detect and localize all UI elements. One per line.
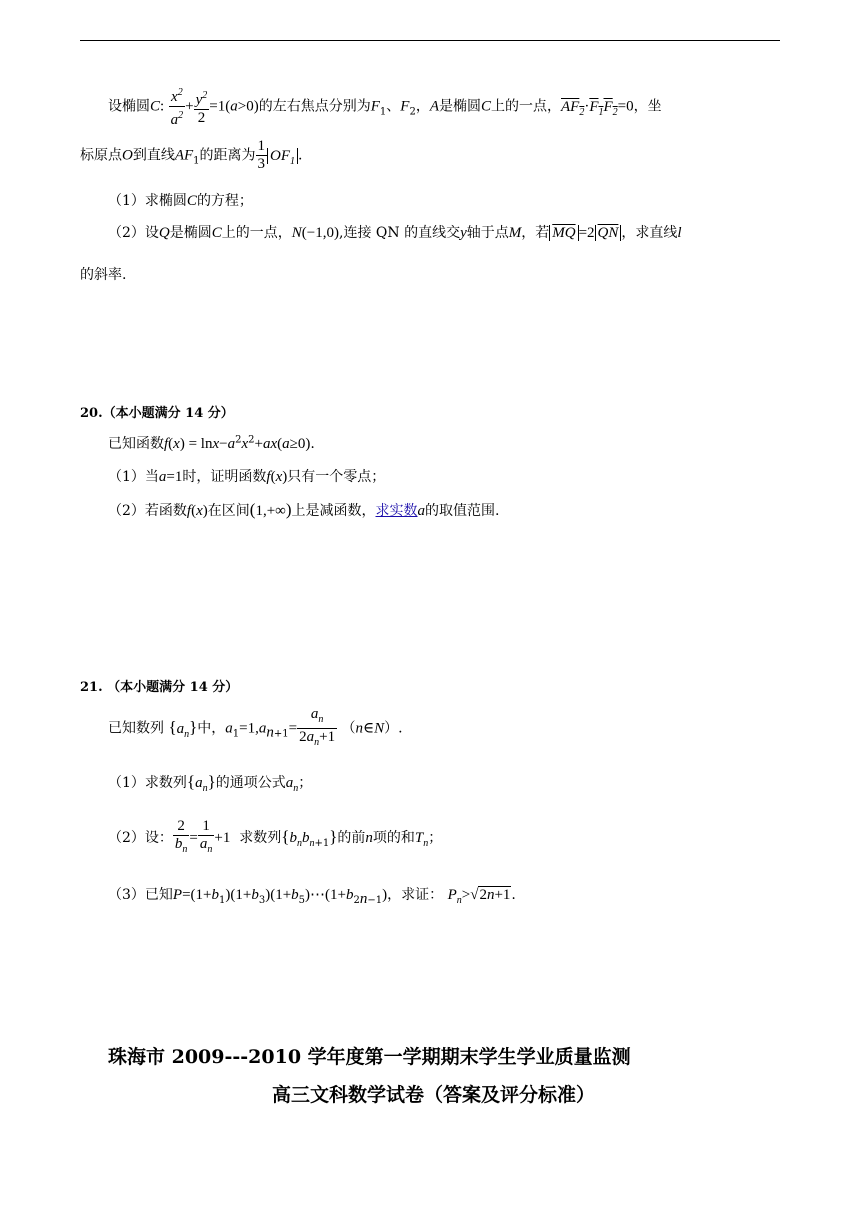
header-rule (80, 40, 780, 41)
q21-part3: （3）已知$P=(1+b_1)(1+b_3)(1+b_5)\cdots(1+b_{2n-1})$，求证： $P_n>√2n+1$. (108, 887, 516, 907)
q19-part2: （2）设Q是椭圆C上的一点，N(−1,0),连接 QN 的直线交y轴于点M，若 $\overline{MQ} =2$ $\overline{QN}$ ，求直线l (108, 225, 682, 241)
q20-part1: （1）当a=1时，证明函数f(x)只有一个零点； (108, 469, 386, 485)
q21-header: 21. （本小题满分 14 分） (80, 680, 239, 695)
frac-x2-a2: $\frac{x^2}{a^2}$ (170, 87, 184, 128)
answer-title-2: 高三文科数学试卷（答案及评分标准） (272, 1084, 596, 1106)
q20-part2: （2）若函数f(x)在区间(1,+∞)上是减函数，求实数a的取值范围. (108, 500, 500, 519)
frac-1-an: $\frac{1}{a_n}$ (198, 818, 215, 858)
frac-y2-2: $\frac{y^2}{2}$ (195, 89, 208, 126)
frac-recurrence: $\frac{a_n}{2a_n+1}$ (297, 706, 337, 751)
answer-title-1: 珠海市 2009---2010 学年度第一学期期末学生学业质量监测 (108, 1046, 631, 1068)
q19-part1: （1）求椭圆C的方程； (108, 193, 253, 209)
q20-line1: 已知函数$f(x) = \ln x-a^2x^2+ax(a\ge 0)$. (108, 434, 315, 452)
q21-part2: （2）设： $\frac{2}{b_n}$ = $\frac{1}{a_n}$ +1 求数列$\{b_nb_{n+1}\}$的前n项的和$T_n$； (108, 818, 442, 858)
q20-header: 20.（本小题满分 14 分） (80, 406, 234, 421)
q21-part1: （1）求数列$\{a_n\}$的通项公式$a_n$； (108, 772, 313, 794)
q19-part2-cont: 的斜率. (80, 267, 127, 283)
seek-real-number-link[interactable]: 求实数 (375, 503, 418, 519)
q19-line1: 设椭圆C: $\frac{x^2}{a^2}$ + $\frac{y^2}{2}$ =1(a>0)的左右焦点分别为$F_1$、$F_2$，A是椭圆C上的一点，$AF_2\cdot F_1F_2=0$，坐 (108, 84, 662, 129)
frac-2-bn: $\frac{2}{b_n}$ (173, 818, 190, 858)
q19-line2: 标原点O到直线$AF_1$的距离为 $\frac{1}{3}$ $OF_1$ . (80, 138, 303, 172)
frac-1-3: $\frac{1}{3}$ (257, 138, 266, 172)
q21-line1: 已知数列 $\{a_n\}$中，$a_1=1,a_{n+1}=$ $\frac{a_n}{2a_n+1}$ （n∈N）. (108, 706, 403, 751)
